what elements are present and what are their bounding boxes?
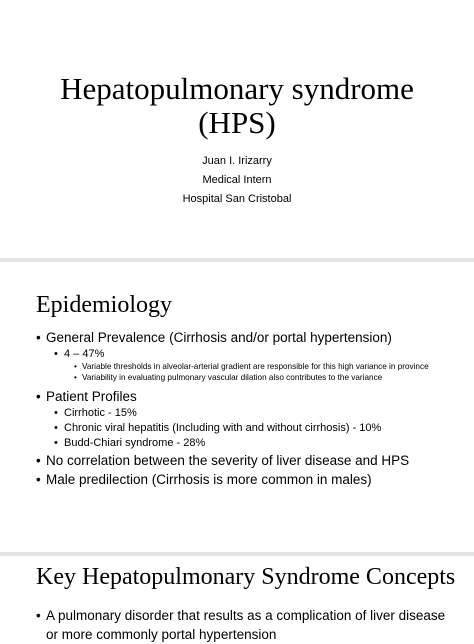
- bullet-subsubitem: • Variability in evaluating pulmonary vascular dilation also contributes to the variance: [36, 373, 454, 384]
- title-line-2: (HPS): [198, 105, 276, 140]
- slide-heading: Key Hepatopulmonary Syndrome Concepts: [36, 564, 456, 590]
- bullet-subitem: • Budd-Chiari syndrome - 28%: [36, 436, 454, 451]
- presentation-title: [0, 72, 474, 140]
- author-role: Medical Intern: [202, 174, 272, 186]
- author-name: Juan I. Irizarry: [202, 155, 272, 167]
- author-hospital: Hospital San Cristobal: [182, 193, 292, 205]
- bullet-subitem: • Chronic viral hepatitis (Including with and without cirrhosis) - 10%: [36, 421, 454, 436]
- bullet-list: [36, 328, 454, 489]
- slide-heading: Epidemiology: [36, 292, 172, 318]
- bullet-item: • Male predilection (Cirrhosis is more common in males): [36, 470, 454, 489]
- author-block: [0, 152, 474, 209]
- bullet-item: • Patient Profiles: [36, 387, 454, 406]
- title-slide: [0, 0, 474, 258]
- epidemiology-slide: [0, 262, 474, 552]
- bullet-item: • A pulmonary disorder that results as a complication of liver disease or more commonly portal hypertension: [36, 606, 454, 644]
- bullet-item: • No correlation between the severity of liver disease and HPS: [36, 451, 454, 470]
- bullet-item: • General Prevalence (Cirrhosis and/or portal hypertension): [36, 328, 454, 347]
- concepts-slide: [0, 556, 474, 642]
- bullet-subitem: • 4 – 47%: [36, 347, 454, 362]
- title-line-1: Hepatopulmonary syndrome: [60, 71, 414, 106]
- bullet-subsubitem: • Variable thresholds in alveolar-arterial gradient are responsible for this high variance in province: [36, 362, 454, 373]
- bullet-list: [36, 606, 454, 644]
- bullet-subitem: • Cirrhotic - 15%: [36, 406, 454, 421]
